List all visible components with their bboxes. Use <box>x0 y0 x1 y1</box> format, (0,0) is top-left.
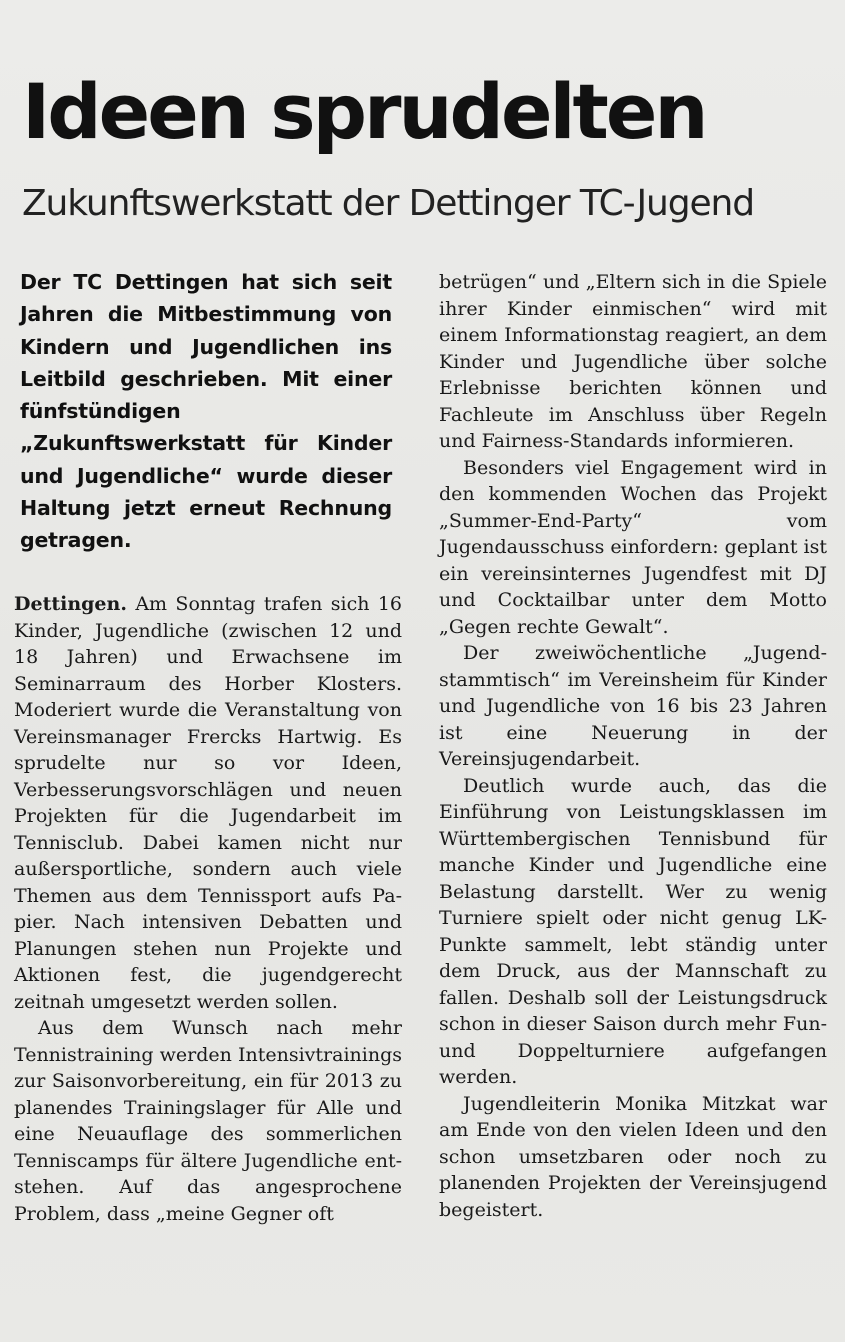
headline: Ideen sprudelten <box>22 67 706 156</box>
body-paragraph: Jugendleiterin Monika Mitzkat war am Ende von den vielen Ideen und den schon umsetzbaren oder noch zu planenden Projekten der Vereinsjugend begeistert. <box>439 1092 827 1221</box>
dateline: Dettingen. <box>14 593 127 615</box>
paragraph-text: Am Sonntag trafen sich 16 Kinder, Jugendliche (zwischen 12 und 18 Jahren) und Erwachsene im Seminarraum des Horber Klosters. Moderiert wurde die Veranstaltung von Vereinsmanager Frercks Hartwig. Es sprudelte nur so vor Ideen, Verbesserungsvorschlägen und neuen Projekten für die Jugendarbeit im Tennisclub. Dabei kamen nicht nur außersportliche, sondern auch viele Themen aus dem Tennissport aufs Papier. Nach intensiven Debatten und Planungen stehen nun Projekte und Aktionen fest, die jugendgerecht zeitnah umgesetzt werden sollen. <box>14 593 403 1013</box>
body-paragraph: Der zweiwöchentliche „Jugendstammtisch“ im Vereinsheim für Kinder und Jugendliche von 16 bis 23 Jahren ist eine Neuerung in der Vereinsjugendarbeit. <box>439 642 827 770</box>
body-paragraph: Aus dem Wunsch nach mehr Tennistraining werden Intensivtrainings zur Saisonvorbereitung, ein für 2013 zu planendes Trainingslager für Alle und eine Neuauflage des sommerlichen Tenniscamps für ältere Jugendliche entstehen. Auf das angesprochene Problem, dass „meine Gegner oft <box>14 1017 402 1225</box>
body-paragraph <box>14 591 402 1015</box>
body-paragraph: betrügen“ und „Eltern sich in die Spiele ihrer Kinder einmischen“ wird mit einem Informationstag reagiert, an dem Kinder und Jugendliche über solche Erlebnisse berichten können und Fachleute im Anschluss über Regeln und Fairness-Standards informieren. <box>439 271 827 452</box>
left-column <box>14 591 402 1227</box>
lead-paragraph: Der TC Dettingen hat sich seit Jahren die Mitbestimmung von Kindern und Jugendlichen ins Leitbild geschrieben. Mit einer fünfstündigen „Zukunftswerkstatt für Kinder und Jugendliche“ wurde dieser Haltung jetzt erneut Rechnung getragen. <box>20 270 392 553</box>
body-paragraph: Besonders viel Engagement wird in den kommenden Wochen das Projekt „Summer-End-Party“ vom Jugendausschuss einfordern: geplant ist ein vereinsinternes Jugendfest mit DJ und Cocktailbar unter dem Motto „Gegen rechte Gewalt“. <box>439 456 828 638</box>
subheadline: Zukunftswerkstatt der Dettinger TC-Jugend <box>22 183 755 224</box>
body-paragraph: Deutlich wurde auch, das die Einführung von Leistungsklassen im Württembergischen Tennisbund für manche Kinder und Jugendliche eine Belastung darstellt. Wer zu wenig Turniere spielt oder nicht genug LK-Punkte sammelt, lebt ständig unter dem Druck, aus der Mannschaft zu fallen. Deshalb soll der Leistungsdruck schon in dieser Saison durch mehr Fun- und Doppelturniere aufgefangen werden. <box>439 774 827 1088</box>
right-column <box>439 269 827 1223</box>
